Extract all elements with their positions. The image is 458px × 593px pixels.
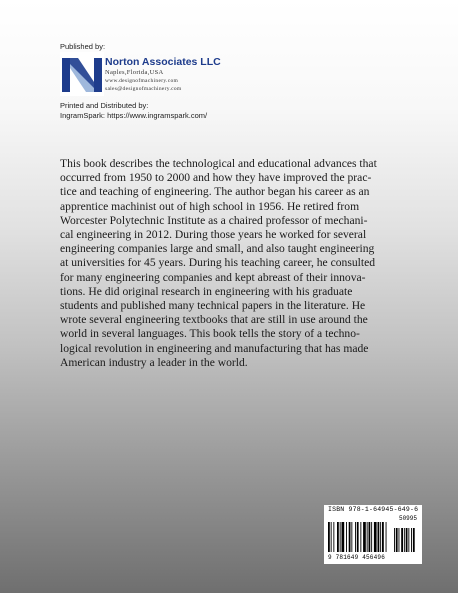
norton-logo-icon — [60, 52, 104, 96]
distribution-label: Printed and Distributed by: — [60, 101, 149, 110]
isbn-label: ISBN 978-1-64945-649-6 — [328, 506, 419, 513]
barcode-bars — [328, 522, 418, 554]
description-line: engineering companies large and small, and also taught engineering — [60, 242, 375, 256]
company-name: Norton Associates LLC — [105, 56, 221, 68]
company-city: Naples,Florida,USA — [105, 69, 164, 76]
description-line: apprentice machinist out of high school in 1956. He retired from — [60, 199, 360, 213]
description-line: Worcester Polytechnic Institute as a chaired professor of mechani- — [60, 213, 368, 227]
barcode-addon: 50995 — [398, 515, 417, 522]
description-line: for many engineering companies and kept abreast of their innova- — [60, 270, 366, 284]
description-line: logical revolution in engineering and manufacturing that has made — [60, 341, 369, 355]
barcode-digits: 9 781649 456496 — [328, 554, 386, 561]
description-line: cal engineering in 2012. During those years he worked for several — [60, 228, 367, 242]
description-line: occurred from 1950 to 2000 and how they have improved the prac- — [60, 171, 372, 185]
distribution-link[interactable]: IngramSpark: https://www.ingramspark.com/ — [60, 111, 208, 120]
description-line: tice and teaching of engineering. The author began his career as an — [60, 185, 370, 199]
company-website[interactable]: www.designofmachinery.com — [105, 78, 179, 84]
publisher-text — [105, 56, 221, 93]
description-line: tions. He did original research in engineering with his graduate — [60, 284, 353, 298]
company-email[interactable]: sales@designofmachinery.com — [105, 86, 182, 92]
description-line: students and published many technical papers in the literature. He — [60, 299, 366, 313]
description-line: This book describes the technological and educational advances that — [60, 157, 377, 170]
book-description — [60, 157, 405, 370]
description-line: wrote several engineering textbooks that are still in use around the — [60, 313, 368, 327]
description-line: American industry a leader in the world. — [60, 355, 248, 369]
description-line: world in several languages. This book tells the story of a techno- — [60, 327, 360, 341]
description-line: at universities for 45 years. During his teaching career, he consulted — [60, 256, 376, 270]
published-by-label: Published by: — [60, 42, 106, 51]
publisher-logo — [60, 52, 221, 96]
isbn-barcode — [324, 505, 422, 564]
distribution-block — [60, 101, 207, 121]
publisher-block — [60, 42, 221, 92]
